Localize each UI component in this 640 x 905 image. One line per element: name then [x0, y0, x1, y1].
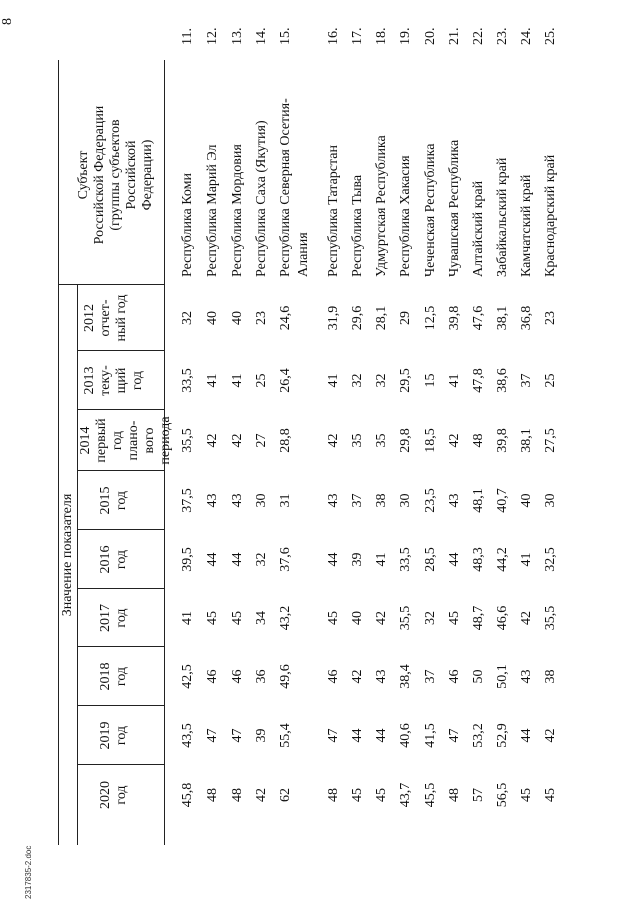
table-cell-value: 41 [519, 552, 534, 567]
table-cell-value: 32 [423, 611, 438, 625]
table-cell-value: 32 [254, 552, 269, 567]
table-cell-value: 45 [374, 788, 389, 802]
table-cell-value: 41 [230, 373, 245, 388]
table-cell-value: 35 [374, 433, 389, 448]
table-cell-value: 33,5 [398, 547, 413, 572]
table-cell-value: 29 [398, 311, 413, 325]
region-name: Республика Тыва [350, 174, 365, 277]
row-number: 17. [350, 27, 365, 45]
table-cell-value: 26,4 [278, 368, 293, 393]
table-cell-value: 37,5 [180, 488, 195, 513]
table-cell-value: 28,5 [423, 547, 438, 572]
table-cell-value: 53,2 [471, 723, 486, 748]
table-cell-value: 48,7 [471, 605, 486, 631]
table-cell-value: 31 [278, 493, 293, 508]
table-cell-value: 38,4 [398, 664, 413, 689]
table-cell-value: 42 [205, 433, 220, 448]
table-cell-value: 32,5 [543, 547, 558, 572]
table-cell-value: 47,8 [471, 368, 486, 393]
year-header: 2014 первый год плано- вого периода [78, 416, 173, 465]
table-cell-value: 46 [205, 669, 220, 684]
table-cell-value: 34 [254, 611, 269, 625]
group-header-rule [77, 285, 78, 845]
region-name: Республика Хакасия [398, 155, 413, 277]
year-header: 2019 год [98, 721, 129, 750]
region-name: Республика Мордовия [230, 144, 245, 277]
table-cell-value: 41 [447, 373, 462, 388]
row-number: 24. [519, 27, 534, 45]
row-number: 21. [447, 27, 462, 45]
table-cell-value: 48,3 [471, 547, 486, 572]
table-cell-value: 44,2 [495, 547, 510, 572]
subject-header: Субъект Российской Федерации (группы субъектов Российской Федерации) [76, 105, 155, 245]
table-cell-value: 48 [230, 788, 245, 802]
table-cell-value: 39,8 [447, 305, 462, 331]
row-number: 13. [230, 27, 245, 45]
table-cell-value: 31,9 [326, 305, 341, 331]
table-cell-value: 48 [205, 788, 220, 802]
table-cell-value: 39 [254, 728, 269, 743]
row-number: 19. [398, 27, 413, 45]
table-cell-value: 50 [471, 669, 486, 684]
table-cell-value: 52,9 [495, 723, 510, 748]
table-cell-value: 29,5 [398, 368, 413, 393]
table-cell-value: 47 [205, 728, 220, 743]
table-cell-value: 57 [471, 788, 486, 802]
table-cell-value: 44 [374, 728, 389, 743]
table-cell-value: 30 [254, 493, 269, 508]
table-cell-value: 42,5 [180, 664, 195, 689]
table-top-rule [58, 60, 59, 845]
table-cell-value: 45 [350, 788, 365, 802]
table-cell-value: 43,7 [398, 782, 413, 808]
table-cell-value: 62 [278, 788, 293, 802]
table-cell-value: 48,1 [471, 488, 486, 513]
table-cell-value: 32 [350, 373, 365, 388]
table-cell-value: 46,6 [495, 605, 510, 631]
table-cell-value: 44 [447, 552, 462, 567]
table-cell-value: 23 [543, 311, 558, 325]
table-cell-value: 38,1 [519, 428, 534, 453]
table-cell-value: 44 [230, 552, 245, 567]
table-cell-value: 30 [543, 493, 558, 508]
table-cell-value: 23,5 [423, 488, 438, 513]
region-name: Алания [296, 232, 311, 277]
document-footer: 2317835-2.doc [24, 845, 33, 899]
table-cell-value: 41 [205, 373, 220, 388]
table-cell-value: 50,1 [495, 664, 510, 689]
table-cell-value: 27 [254, 433, 269, 448]
table-cell-value: 47 [447, 728, 462, 743]
table-cell-value: 40 [205, 311, 220, 325]
table-cell-value: 35,5 [398, 605, 413, 631]
table-cell-value: 41 [326, 373, 341, 388]
table-cell-value: 23 [254, 311, 269, 325]
row-number: 15. [278, 27, 293, 45]
table-cell-value: 45 [447, 611, 462, 625]
region-name: Чувашская Республика [447, 139, 462, 277]
row-number: 14. [254, 27, 269, 45]
table-cell-value: 43,5 [180, 723, 195, 748]
table-cell-value: 55,4 [278, 723, 293, 748]
table-cell-value: 47,6 [471, 305, 486, 331]
table-cell-value: 42 [230, 433, 245, 448]
table-cell-value: 44 [205, 552, 220, 567]
table-cell-value: 40 [350, 611, 365, 625]
table-cell-value: 45 [543, 788, 558, 802]
region-name: Республика Татарстан [326, 144, 341, 277]
table-cell-value: 38 [374, 493, 389, 508]
table-cell-value: 29,6 [350, 305, 365, 331]
table-cell-value: 47 [326, 728, 341, 743]
table-cell-value: 43 [447, 493, 462, 508]
table-cell-value: 42 [543, 728, 558, 743]
table-cell-value: 46 [326, 669, 341, 684]
table-cell-value: 48 [471, 433, 486, 448]
table-cell-value: 48 [326, 788, 341, 802]
table-cell-value: 37,6 [278, 547, 293, 572]
table-cell-value: 44 [519, 728, 534, 743]
table-cell-value: 15 [423, 373, 438, 388]
table-cell-value: 42 [254, 788, 269, 802]
table-cell-value: 43 [326, 493, 341, 508]
table-cell-value: 42 [519, 611, 534, 625]
table-cell-value: 28,8 [278, 428, 293, 453]
table-cell-value: 35,5 [180, 428, 195, 453]
table-cell-value: 32 [374, 373, 389, 388]
table-cell-value: 37 [350, 493, 365, 508]
table-cell-value: 38 [543, 669, 558, 684]
table-cell-value: 42 [447, 433, 462, 448]
table-cell-value: 37 [519, 373, 534, 388]
row-number: 22. [471, 27, 486, 45]
table-cell-value: 38,6 [495, 368, 510, 393]
table-cell-value: 25 [543, 373, 558, 388]
year-header: 2020 год [98, 781, 129, 809]
region-name: Республика Коми [180, 173, 195, 277]
table-cell-value: 40 [230, 311, 245, 325]
table-cell-value: 35 [350, 433, 365, 448]
table-cell-value: 45 [230, 611, 245, 625]
table-cell-value: 40,7 [495, 488, 510, 513]
table-cell-value: 29,8 [398, 428, 413, 453]
table-cell-value: 41 [180, 611, 195, 625]
table-cell-value: 32 [180, 311, 195, 325]
region-name: Забайкальский край [495, 157, 510, 277]
table-cell-value: 30 [398, 493, 413, 508]
table-cell-value: 49,6 [278, 664, 293, 689]
table-cell-value: 41 [374, 552, 389, 567]
row-number: 11. [180, 28, 195, 45]
year-header: 2016 год [98, 545, 129, 574]
table-cell-value: 33,5 [180, 368, 195, 393]
table-cell-value: 45,8 [180, 782, 195, 808]
table-cell-value: 28,1 [374, 305, 389, 331]
region-name: Чеченская Республика [423, 143, 438, 277]
region-name: Алтайский край [471, 180, 486, 277]
year-header: 2017 год [98, 604, 129, 632]
page-number: 8 [0, 18, 15, 25]
table-cell-value: 43 [230, 493, 245, 508]
table-cell-value: 35,5 [543, 605, 558, 631]
table-cell-value: 37 [423, 669, 438, 684]
table-cell-value: 44 [350, 728, 365, 743]
table-cell-value: 18,5 [423, 428, 438, 453]
table-cell-value: 40,6 [398, 723, 413, 748]
region-name: Краснодарский край [543, 154, 558, 277]
table-cell-value: 36,8 [519, 305, 534, 331]
row-number: 25. [543, 27, 558, 45]
table-cell-value: 24,6 [278, 305, 293, 331]
table-cell-value: 46 [230, 669, 245, 684]
table-cell-value: 45 [205, 611, 220, 625]
table-cell-value: 45 [519, 788, 534, 802]
year-header: 2015 год [98, 486, 129, 515]
row-number: 20. [423, 27, 438, 45]
table-cell-value: 56,5 [495, 782, 510, 808]
indicator-group-header: Значение показателя [60, 493, 75, 617]
table-cell-value: 45,5 [423, 782, 438, 808]
table-cell-value: 38,1 [495, 305, 510, 331]
year-header: 2018 год [98, 662, 129, 691]
table-cell-value: 44 [326, 552, 341, 567]
table-cell-value: 43 [205, 493, 220, 508]
table-cell-value: 46 [447, 669, 462, 684]
region-name: Удмуртская Республика [374, 135, 389, 277]
table-cell-value: 25 [254, 373, 269, 388]
region-name: Республика Саха (Якутия) [254, 120, 269, 277]
table-cell-value: 39,5 [180, 547, 195, 572]
table-cell-value: 47 [230, 728, 245, 743]
row-number: 23. [495, 27, 510, 45]
table-cell-value: 42 [374, 611, 389, 625]
region-name: Республика Марий Эл [205, 144, 220, 277]
table-cell-value: 43,2 [278, 605, 293, 631]
row-number: 16. [326, 27, 341, 45]
region-name: Камчатский край [519, 174, 534, 277]
table-cell-value: 39 [350, 552, 365, 567]
table-cell-value: 27,5 [543, 428, 558, 453]
table-cell-value: 43 [519, 669, 534, 684]
region-name: Республика Северная Осетия- [278, 98, 293, 277]
table-cell-value: 39,8 [495, 428, 510, 453]
table-cell-value: 40 [519, 493, 534, 508]
row-number: 12. [205, 27, 220, 45]
table-cell-value: 36 [254, 669, 269, 684]
table-cell-value: 45 [326, 611, 341, 625]
table-cell-value: 43 [374, 669, 389, 684]
year-header: 2012 отчет- ный год [82, 294, 129, 342]
table-cell-value: 42 [326, 433, 341, 448]
row-number: 18. [374, 27, 389, 45]
table-cell-value: 41,5 [423, 723, 438, 748]
table-cell-value: 48 [447, 788, 462, 802]
year-header: 2013 теку- щий год [82, 365, 145, 396]
table-cell-value: 12,5 [423, 305, 438, 331]
table-cell-value: 42 [350, 669, 365, 684]
